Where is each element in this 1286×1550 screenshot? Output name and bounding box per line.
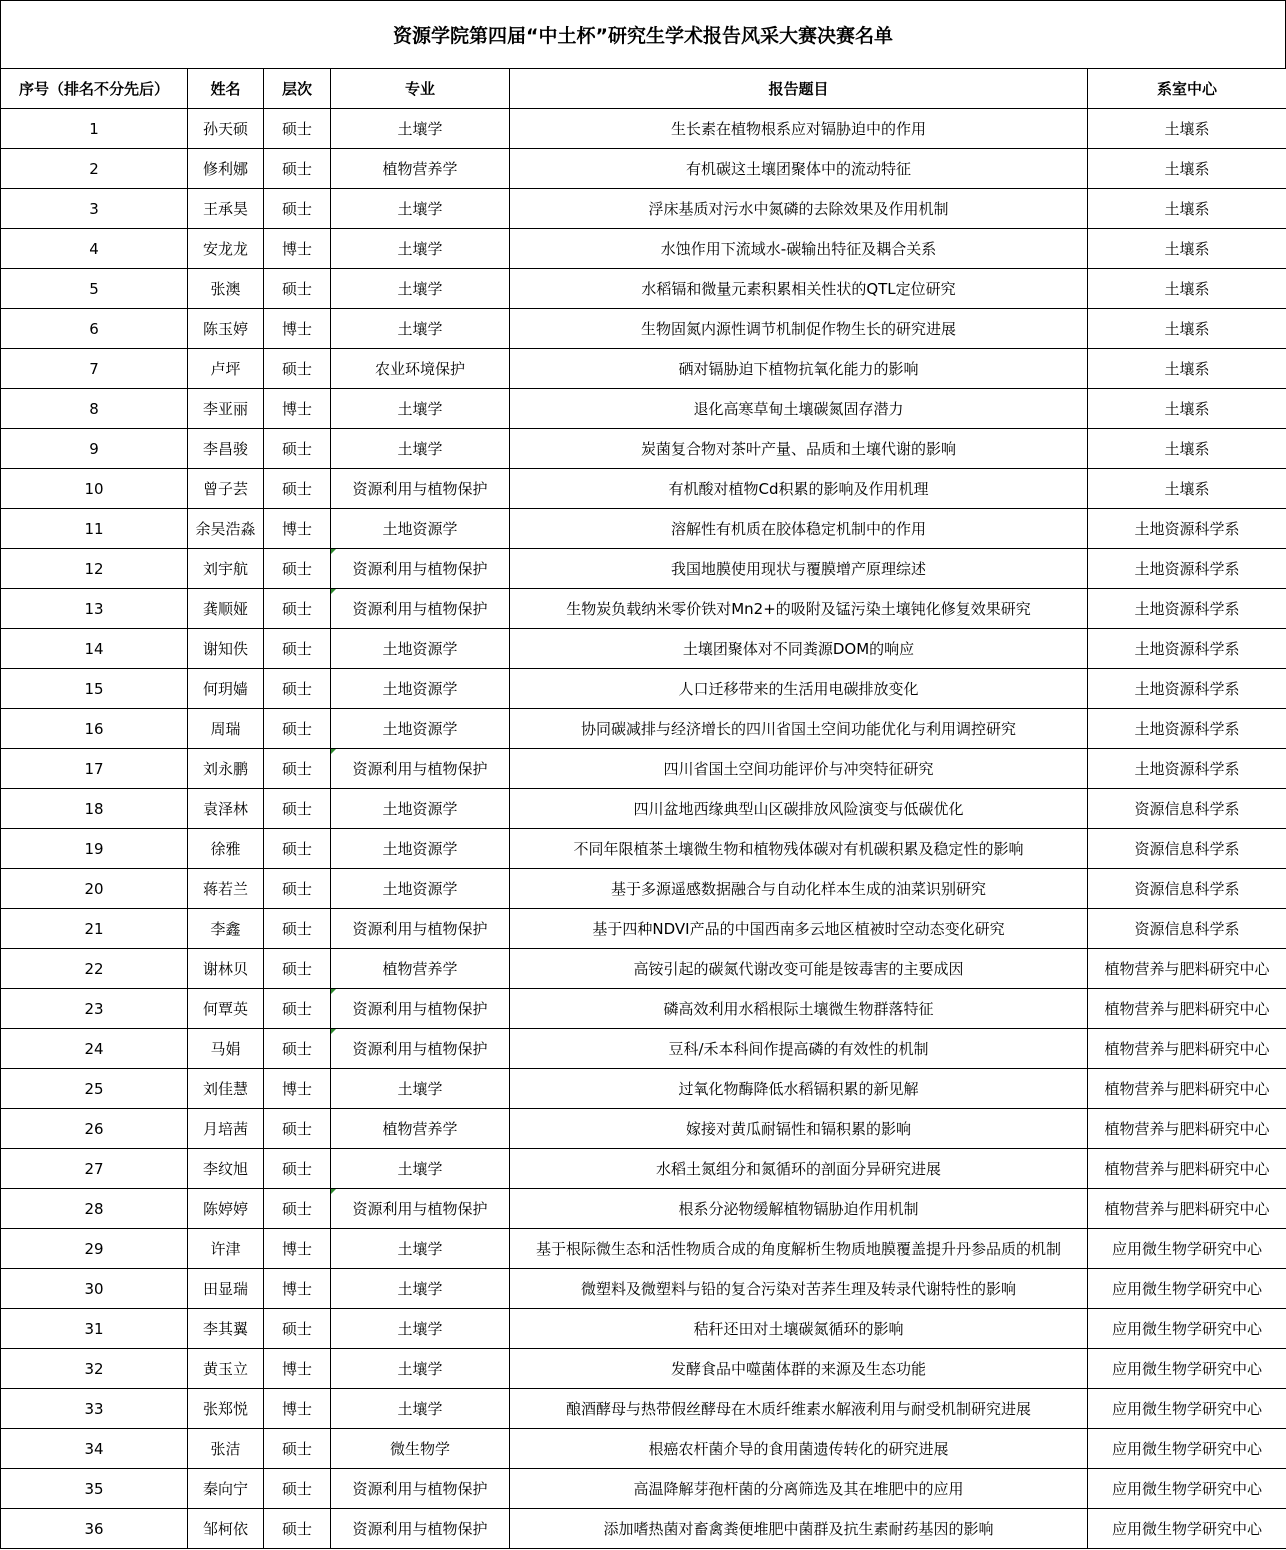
cell-level[interactable]: 硕士 xyxy=(264,709,331,749)
cell-major[interactable]: 土壤学 xyxy=(331,1349,510,1389)
cell-report-title[interactable]: 土壤团聚体对不同粪源DOM的响应 xyxy=(510,629,1088,669)
cell-major[interactable]: 资源利用与植物保护 xyxy=(331,469,510,509)
cell-index[interactable]: 28 xyxy=(1,1189,188,1229)
header-report-title: 报告题目 xyxy=(510,69,1088,109)
cell-report-title[interactable]: 生长素在植物根系应对镉胁迫中的作用 xyxy=(510,109,1088,149)
table-row xyxy=(1,589,1286,629)
cell-index[interactable]: 7 xyxy=(1,349,188,389)
cell-report-title[interactable]: 生物固氮内源性调节机制促作物生长的研究进展 xyxy=(510,309,1088,349)
cell-major[interactable]: 资源利用与植物保护 xyxy=(331,589,510,629)
table-row xyxy=(1,709,1286,749)
cell-level[interactable]: 硕士 xyxy=(264,469,331,509)
cell-name[interactable]: 周瑞 xyxy=(188,709,264,749)
cell-report-title[interactable]: 硒对镉胁迫下植物抗氧化能力的影响 xyxy=(510,349,1088,389)
cell-department[interactable]: 植物营养与肥料研究中心 xyxy=(1088,1109,1286,1149)
table-row xyxy=(1,1029,1286,1069)
cell-index[interactable]: 27 xyxy=(1,1149,188,1189)
cell-name[interactable]: 卢坪 xyxy=(188,349,264,389)
cell-department[interactable]: 土地资源科学系 xyxy=(1088,509,1286,549)
cell-major[interactable]: 土壤学 xyxy=(331,1229,510,1269)
cell-department[interactable]: 土地资源科学系 xyxy=(1088,589,1286,629)
cell-report-title[interactable]: 豆科/禾本科间作提高磷的有效性的机制 xyxy=(510,1029,1088,1069)
table-row xyxy=(1,1469,1286,1509)
cell-major[interactable]: 土壤学 xyxy=(331,389,510,429)
cell-major[interactable]: 植物营养学 xyxy=(331,1109,510,1149)
cell-major[interactable]: 微生物学 xyxy=(331,1429,510,1469)
table-row xyxy=(1,1349,1286,1389)
cell-major[interactable]: 资源利用与植物保护 xyxy=(331,1029,510,1069)
cell-level[interactable]: 硕士 xyxy=(264,629,331,669)
cell-index[interactable]: 4 xyxy=(1,229,188,269)
table-row xyxy=(1,189,1286,229)
cell-department[interactable]: 土地资源科学系 xyxy=(1088,709,1286,749)
cell-report-title[interactable]: 退化高寒草甸土壤碳氮固存潜力 xyxy=(510,389,1088,429)
cell-department[interactable]: 土壤系 xyxy=(1088,349,1286,389)
table-row xyxy=(1,629,1286,669)
table-row xyxy=(1,1109,1286,1149)
table-row xyxy=(1,749,1286,789)
cell-level[interactable]: 硕士 xyxy=(264,1309,331,1349)
cell-name[interactable]: 田显瑞 xyxy=(188,1269,264,1309)
table-row xyxy=(1,549,1286,589)
cell-index[interactable]: 9 xyxy=(1,429,188,469)
table-row xyxy=(1,469,1286,509)
cell-major[interactable]: 资源利用与植物保护 xyxy=(331,749,510,789)
cell-index[interactable]: 5 xyxy=(1,269,188,309)
cell-department[interactable]: 土地资源科学系 xyxy=(1088,629,1286,669)
cell-department[interactable]: 资源信息科学系 xyxy=(1088,829,1286,869)
cell-index[interactable]: 14 xyxy=(1,629,188,669)
cell-index[interactable]: 29 xyxy=(1,1229,188,1269)
cell-department[interactable]: 应用微生物学研究中心 xyxy=(1088,1229,1286,1269)
cell-index[interactable]: 21 xyxy=(1,909,188,949)
cell-department[interactable]: 植物营养与肥料研究中心 xyxy=(1088,1029,1286,1069)
cell-index[interactable]: 20 xyxy=(1,869,188,909)
cell-report-title[interactable]: 有机酸对植物Cd积累的影响及作用机理 xyxy=(510,469,1088,509)
cell-department[interactable]: 土地资源科学系 xyxy=(1088,749,1286,789)
cell-report-title[interactable]: 水稻镉和微量元素积累相关性状的QTL定位研究 xyxy=(510,269,1088,309)
cell-level[interactable]: 博士 xyxy=(264,1229,331,1269)
cell-index[interactable]: 3 xyxy=(1,189,188,229)
cell-index[interactable]: 26 xyxy=(1,1109,188,1149)
cell-index[interactable]: 19 xyxy=(1,829,188,869)
cell-index[interactable]: 17 xyxy=(1,749,188,789)
cell-report-title[interactable]: 有机碳这土壤团聚体中的流动特征 xyxy=(510,149,1088,189)
cell-index[interactable]: 24 xyxy=(1,1029,188,1069)
cell-level[interactable]: 硕士 xyxy=(264,349,331,389)
table-row xyxy=(1,1309,1286,1349)
table-row xyxy=(1,869,1286,909)
cell-major[interactable]: 土地资源学 xyxy=(331,669,510,709)
cell-department[interactable]: 植物营养与肥料研究中心 xyxy=(1088,1149,1286,1189)
cell-department[interactable]: 土壤系 xyxy=(1088,269,1286,309)
cell-department[interactable]: 土地资源科学系 xyxy=(1088,669,1286,709)
table-row xyxy=(1,989,1286,1029)
cell-index[interactable]: 13 xyxy=(1,589,188,629)
table-row xyxy=(1,909,1286,949)
cell-report-title[interactable]: 炭菌复合物对茶叶产量、品质和土壤代谢的影响 xyxy=(510,429,1088,469)
cell-major[interactable]: 土壤学 xyxy=(331,1149,510,1189)
cell-report-title[interactable]: 酿酒酵母与热带假丝酵母在木质纤维素水解液利用与耐受机制研究进展 xyxy=(510,1389,1088,1429)
cell-index[interactable]: 30 xyxy=(1,1269,188,1309)
cell-report-title[interactable]: 四川盆地西缘典型山区碳排放风险演变与低碳优化 xyxy=(510,789,1088,829)
cell-department[interactable]: 土壤系 xyxy=(1088,389,1286,429)
table-row xyxy=(1,389,1286,429)
sheet-title: 资源学院第四届“中土杯”研究生学术报告风采大赛决赛名单 xyxy=(0,0,1286,68)
cell-report-title[interactable]: 嫁接对黄瓜耐镉性和镉积累的影响 xyxy=(510,1109,1088,1149)
cell-name[interactable]: 王承昊 xyxy=(188,189,264,229)
header-level: 层次 xyxy=(264,69,331,109)
table-row xyxy=(1,1269,1286,1309)
table-row xyxy=(1,269,1286,309)
cell-name[interactable]: 李亚丽 xyxy=(188,389,264,429)
cell-department[interactable]: 应用微生物学研究中心 xyxy=(1088,1349,1286,1389)
cell-index[interactable]: 33 xyxy=(1,1389,188,1429)
cell-major[interactable]: 资源利用与植物保护 xyxy=(331,989,510,1029)
table-row xyxy=(1,789,1286,829)
cell-index[interactable]: 12 xyxy=(1,549,188,589)
cell-level[interactable]: 硕士 xyxy=(264,269,331,309)
cell-name[interactable]: 蒋若兰 xyxy=(188,869,264,909)
cell-level[interactable]: 博士 xyxy=(264,1069,331,1109)
cell-report-title[interactable]: 磷高效利用水稻根际土壤微生物群落特征 xyxy=(510,989,1088,1029)
cell-level[interactable]: 硕士 xyxy=(264,949,331,989)
cell-index[interactable]: 36 xyxy=(1,1509,188,1549)
cell-department[interactable]: 应用微生物学研究中心 xyxy=(1088,1509,1286,1549)
cell-department[interactable]: 资源信息科学系 xyxy=(1088,909,1286,949)
cell-level[interactable]: 硕士 xyxy=(264,149,331,189)
table-row xyxy=(1,429,1286,469)
cell-department[interactable]: 植物营养与肥料研究中心 xyxy=(1088,949,1286,989)
cell-level[interactable]: 博士 xyxy=(264,1389,331,1429)
table-body xyxy=(1,109,1286,1549)
cell-level[interactable]: 硕士 xyxy=(264,1189,331,1229)
cell-index[interactable]: 25 xyxy=(1,1069,188,1109)
cell-major[interactable]: 土地资源学 xyxy=(331,829,510,869)
cell-name[interactable]: 许津 xyxy=(188,1229,264,1269)
cell-major[interactable]: 资源利用与植物保护 xyxy=(331,1469,510,1509)
header-name: 姓名 xyxy=(188,69,264,109)
cell-report-title[interactable]: 浮床基质对污水中氮磷的去除效果及作用机制 xyxy=(510,189,1088,229)
cell-report-title[interactable]: 微塑料及微塑料与铅的复合污染对苦荞生理及转录代谢特性的影响 xyxy=(510,1269,1088,1309)
cell-level[interactable]: 博士 xyxy=(264,309,331,349)
cell-level[interactable]: 硕士 xyxy=(264,109,331,149)
cell-level[interactable]: 硕士 xyxy=(264,1509,331,1549)
cell-index[interactable]: 35 xyxy=(1,1469,188,1509)
cell-index[interactable]: 22 xyxy=(1,949,188,989)
cell-report-title[interactable]: 添加嗜热菌对畜禽粪便堆肥中菌群及抗生素耐药基因的影响 xyxy=(510,1509,1088,1549)
cell-major[interactable]: 土地资源学 xyxy=(331,789,510,829)
cell-major[interactable]: 资源利用与植物保护 xyxy=(331,909,510,949)
cell-department[interactable]: 土壤系 xyxy=(1088,149,1286,189)
cell-index[interactable]: 8 xyxy=(1,389,188,429)
cell-level[interactable]: 硕士 xyxy=(264,789,331,829)
cell-name[interactable]: 秦向宁 xyxy=(188,1469,264,1509)
cell-department[interactable]: 土壤系 xyxy=(1088,229,1286,269)
cell-name[interactable]: 黄玉立 xyxy=(188,1349,264,1389)
cell-name[interactable]: 邹柯依 xyxy=(188,1509,264,1549)
cell-report-title[interactable]: 基于根际微生态和活性物质合成的角度解析生物质地膜覆盖提升丹参品质的机制 xyxy=(510,1229,1088,1269)
cell-name[interactable]: 何玥嫱 xyxy=(188,669,264,709)
cell-index[interactable]: 6 xyxy=(1,309,188,349)
table-row xyxy=(1,1149,1286,1189)
cell-index[interactable]: 16 xyxy=(1,709,188,749)
cell-level[interactable]: 硕士 xyxy=(264,669,331,709)
cell-report-title[interactable]: 高铵引起的碳氮代谢改变可能是铵毒害的主要成因 xyxy=(510,949,1088,989)
cell-name[interactable]: 李鑫 xyxy=(188,909,264,949)
table-row xyxy=(1,1389,1286,1429)
cell-department[interactable]: 土壤系 xyxy=(1088,469,1286,509)
cell-major[interactable]: 土壤学 xyxy=(331,1389,510,1429)
header-index: 序号（排名不分先后） xyxy=(1,69,188,109)
cell-report-title[interactable]: 溶解性有机质在胶体稳定机制中的作用 xyxy=(510,509,1088,549)
cell-report-title[interactable]: 发酵食品中噬菌体群的来源及生态功能 xyxy=(510,1349,1088,1389)
cell-name[interactable]: 李纹旭 xyxy=(188,1149,264,1189)
cell-major[interactable]: 土地资源学 xyxy=(331,869,510,909)
cell-name[interactable]: 余吴浩淼 xyxy=(188,509,264,549)
cell-level[interactable]: 硕士 xyxy=(264,429,331,469)
cell-name[interactable]: 龚顺娅 xyxy=(188,589,264,629)
finalist-table xyxy=(0,68,1286,1549)
cell-major[interactable]: 土壤学 xyxy=(331,1269,510,1309)
cell-major[interactable]: 土地资源学 xyxy=(331,509,510,549)
cell-level[interactable]: 博士 xyxy=(264,1349,331,1389)
cell-department[interactable]: 植物营养与肥料研究中心 xyxy=(1088,989,1286,1029)
cell-level[interactable]: 博士 xyxy=(264,389,331,429)
table-row xyxy=(1,229,1286,269)
cell-department[interactable]: 土壤系 xyxy=(1088,109,1286,149)
table-row xyxy=(1,109,1286,149)
cell-name[interactable]: 孙天硕 xyxy=(188,109,264,149)
cell-department[interactable]: 土壤系 xyxy=(1088,429,1286,469)
cell-level[interactable]: 硕士 xyxy=(264,589,331,629)
cell-report-title[interactable]: 过氧化物酶降低水稻镉积累的新见解 xyxy=(510,1069,1088,1109)
cell-report-title[interactable]: 根系分泌物缓解植物镉胁迫作用机制 xyxy=(510,1189,1088,1229)
table-row xyxy=(1,149,1286,189)
cell-name[interactable]: 月培茜 xyxy=(188,1109,264,1149)
cell-index[interactable]: 32 xyxy=(1,1349,188,1389)
cell-report-title[interactable]: 水蚀作用下流域水-碳输出特征及耦合关系 xyxy=(510,229,1088,269)
cell-major[interactable]: 资源利用与植物保护 xyxy=(331,1189,510,1229)
table-row xyxy=(1,309,1286,349)
cell-name[interactable]: 陈玉婷 xyxy=(188,309,264,349)
cell-report-title[interactable]: 水稻土氮组分和氮循环的剖面分异研究进展 xyxy=(510,1149,1088,1189)
cell-name[interactable]: 谢知佚 xyxy=(188,629,264,669)
cell-name[interactable]: 李其翼 xyxy=(188,1309,264,1349)
table-row xyxy=(1,1069,1286,1109)
cell-major[interactable]: 土壤学 xyxy=(331,189,510,229)
cell-level[interactable]: 博士 xyxy=(264,229,331,269)
cell-report-title[interactable]: 基于多源遥感数据融合与自动化样本生成的油菜识别研究 xyxy=(510,869,1088,909)
cell-index[interactable]: 34 xyxy=(1,1429,188,1469)
cell-report-title[interactable]: 生物炭负载纳米零价铁对Mn2+的吸附及锰污染土壤钝化修复效果研究 xyxy=(510,589,1088,629)
cell-major[interactable]: 土地资源学 xyxy=(331,629,510,669)
cell-name[interactable]: 张洁 xyxy=(188,1429,264,1469)
cell-level[interactable]: 硕士 xyxy=(264,749,331,789)
cell-major[interactable]: 土壤学 xyxy=(331,309,510,349)
cell-level[interactable]: 硕士 xyxy=(264,1029,331,1069)
cell-major[interactable]: 资源利用与植物保护 xyxy=(331,1509,510,1549)
cell-name[interactable]: 刘宇航 xyxy=(188,549,264,589)
cell-index[interactable]: 15 xyxy=(1,669,188,709)
cell-level[interactable]: 硕士 xyxy=(264,989,331,1029)
table-row xyxy=(1,1429,1286,1469)
cell-name[interactable]: 陈婷婷 xyxy=(188,1189,264,1229)
cell-major[interactable]: 植物营养学 xyxy=(331,149,510,189)
cell-department[interactable]: 植物营养与肥料研究中心 xyxy=(1088,1189,1286,1229)
cell-name[interactable]: 李昌骏 xyxy=(188,429,264,469)
cell-major[interactable]: 土壤学 xyxy=(331,109,510,149)
cell-department[interactable]: 应用微生物学研究中心 xyxy=(1088,1469,1286,1509)
cell-major[interactable]: 土壤学 xyxy=(331,269,510,309)
table-row xyxy=(1,949,1286,989)
cell-name[interactable]: 修利娜 xyxy=(188,149,264,189)
cell-level[interactable]: 博士 xyxy=(264,509,331,549)
cell-major[interactable]: 资源利用与植物保护 xyxy=(331,549,510,589)
cell-department[interactable]: 应用微生物学研究中心 xyxy=(1088,1269,1286,1309)
table-row xyxy=(1,669,1286,709)
table-row xyxy=(1,1189,1286,1229)
cell-name[interactable]: 刘永鹏 xyxy=(188,749,264,789)
table-row xyxy=(1,509,1286,549)
cell-department[interactable]: 应用微生物学研究中心 xyxy=(1088,1309,1286,1349)
cell-index[interactable]: 31 xyxy=(1,1309,188,1349)
cell-major[interactable]: 土壤学 xyxy=(331,229,510,269)
cell-index[interactable]: 10 xyxy=(1,469,188,509)
cell-level[interactable]: 硕士 xyxy=(264,1149,331,1189)
cell-major[interactable]: 土地资源学 xyxy=(331,709,510,749)
header-row xyxy=(1,69,1286,109)
cell-level[interactable]: 硕士 xyxy=(264,1109,331,1149)
cell-name[interactable]: 徐雅 xyxy=(188,829,264,869)
cell-level[interactable]: 硕士 xyxy=(264,189,331,229)
cell-index[interactable]: 1 xyxy=(1,109,188,149)
cell-department[interactable]: 土壤系 xyxy=(1088,189,1286,229)
cell-level[interactable]: 博士 xyxy=(264,1269,331,1309)
cell-report-title[interactable]: 我国地膜使用现状与覆膜增产原理综述 xyxy=(510,549,1088,589)
cell-name[interactable]: 刘佳慧 xyxy=(188,1069,264,1109)
cell-name[interactable]: 张澳 xyxy=(188,269,264,309)
cell-level[interactable]: 硕士 xyxy=(264,549,331,589)
cell-name[interactable]: 安龙龙 xyxy=(188,229,264,269)
cell-report-title[interactable]: 高温降解芽孢杆菌的分离筛选及其在堆肥中的应用 xyxy=(510,1469,1088,1509)
cell-major[interactable]: 植物营养学 xyxy=(331,949,510,989)
cell-department[interactable]: 应用微生物学研究中心 xyxy=(1088,1429,1286,1469)
header-major: 专业 xyxy=(331,69,510,109)
cell-major[interactable]: 土壤学 xyxy=(331,1069,510,1109)
cell-report-title[interactable]: 秸秆还田对土壤碳氮循环的影响 xyxy=(510,1309,1088,1349)
cell-level[interactable]: 硕士 xyxy=(264,869,331,909)
cell-index[interactable]: 23 xyxy=(1,989,188,1029)
cell-department[interactable]: 土地资源科学系 xyxy=(1088,549,1286,589)
cell-report-title[interactable]: 基于四种NDVI产品的中国西南多云地区植被时空动态变化研究 xyxy=(510,909,1088,949)
cell-name[interactable]: 袁泽林 xyxy=(188,789,264,829)
cell-name[interactable]: 曾子芸 xyxy=(188,469,264,509)
cell-report-title[interactable]: 人口迁移带来的生活用电碳排放变化 xyxy=(510,669,1088,709)
cell-report-title[interactable]: 根癌农杆菌介导的食用菌遗传转化的研究进展 xyxy=(510,1429,1088,1469)
cell-name[interactable]: 张郑悦 xyxy=(188,1389,264,1429)
cell-index[interactable]: 11 xyxy=(1,509,188,549)
table-row xyxy=(1,1509,1286,1549)
cell-major[interactable]: 农业环境保护 xyxy=(331,349,510,389)
cell-index[interactable]: 2 xyxy=(1,149,188,189)
cell-name[interactable]: 何覃英 xyxy=(188,989,264,1029)
table-row xyxy=(1,349,1286,389)
cell-report-title[interactable]: 四川省国土空间功能评价与冲突特征研究 xyxy=(510,749,1088,789)
cell-major[interactable]: 土壤学 xyxy=(331,1309,510,1349)
cell-level[interactable]: 硕士 xyxy=(264,909,331,949)
cell-name[interactable]: 马娟 xyxy=(188,1029,264,1069)
cell-department[interactable]: 应用微生物学研究中心 xyxy=(1088,1389,1286,1429)
table-row xyxy=(1,1229,1286,1269)
cell-report-title[interactable]: 协同碳减排与经济增长的四川省国土空间功能优化与利用调控研究 xyxy=(510,709,1088,749)
header-department: 系室中心 xyxy=(1088,69,1286,109)
cell-level[interactable]: 硕士 xyxy=(264,829,331,869)
cell-report-title[interactable]: 不同年限植茶土壤微生物和植物残体碳对有机碳积累及稳定性的影响 xyxy=(510,829,1088,869)
cell-department[interactable]: 植物营养与肥料研究中心 xyxy=(1088,1069,1286,1109)
cell-level[interactable]: 硕士 xyxy=(264,1429,331,1469)
cell-major[interactable]: 土壤学 xyxy=(331,429,510,469)
table-row xyxy=(1,829,1286,869)
cell-department[interactable]: 资源信息科学系 xyxy=(1088,869,1286,909)
cell-index[interactable]: 18 xyxy=(1,789,188,829)
cell-department[interactable]: 资源信息科学系 xyxy=(1088,789,1286,829)
cell-name[interactable]: 谢林贝 xyxy=(188,949,264,989)
cell-level[interactable]: 硕士 xyxy=(264,1469,331,1509)
cell-department[interactable]: 土壤系 xyxy=(1088,309,1286,349)
